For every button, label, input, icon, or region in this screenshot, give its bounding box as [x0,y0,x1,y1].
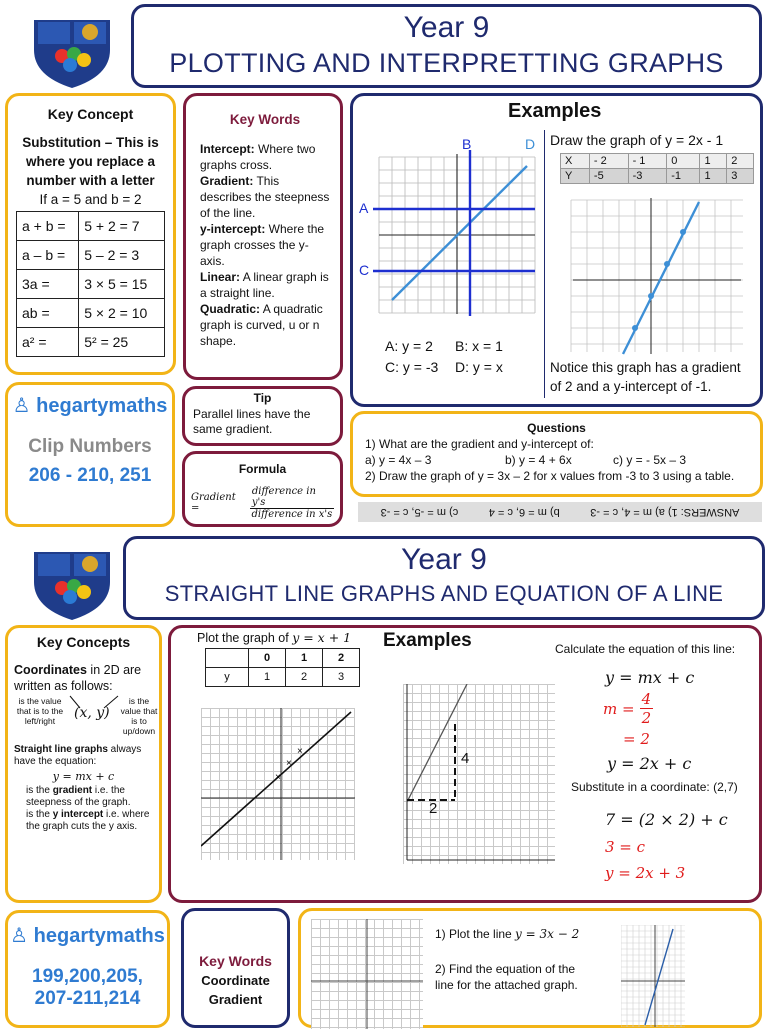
hegartymaths-icon: ♙ [12,395,31,417]
line-2x-1 [623,202,699,354]
key-words-title-2: Key Words [199,953,272,969]
gradient-calc: m = $\frac{4}{2}$ [603,690,652,727]
label-a: A [359,200,369,216]
plot-prompt: Plot the graph of y = x + 1 [197,630,352,645]
rise-label: 4 [461,750,470,767]
key-word-item: Intercept: Where two graphs cross. [200,142,316,172]
substitution-row: ab = 5 × 2 = 10 [17,299,165,328]
intercept-explain: is the y intercept i.e. where the graph cuts the y axis. [26,809,150,832]
blank-grid [311,919,423,1029]
substituted-equation: 7 = (2 × 2) + c [605,810,728,829]
key-words-title: Key Words [229,112,301,127]
key-words-panel [183,93,343,380]
tip-title: Tip [253,391,272,405]
substitution-given: If a = 5 and b = 2 [39,192,142,207]
tip-text: Parallel lines have the same gradient. [193,407,311,436]
formula-panel [182,451,343,527]
svg-text:×: × [297,746,303,757]
coordinate-pair: (x, y) [74,705,110,721]
clip-numbers: 206 - 210, 251 [28,465,152,486]
key-word-item: y-intercept: Where the graph crosses the y-axis. [200,222,325,268]
substitution-row: 3a = 3 × 5 = 15 [17,270,165,299]
partial-equation: y = 2x + c [607,754,692,773]
substitution-intro: Substitution – This is where you replace a number with a letter [22,135,159,188]
gradient-graph [567,196,747,356]
plot-table: 0 1 2 y 1 2 3 [205,648,360,687]
examples-panel [350,93,763,407]
questions-panel [350,411,763,497]
key-concept-panel [5,93,176,375]
svg-text:×: × [275,772,281,783]
examples-title-2: Examples [383,630,472,651]
calc-prompt: Calculate the equation of this line: [555,642,736,656]
clip-numbers-2b: 207-211,214 [34,988,141,1009]
y-header: Y [561,169,590,184]
hegartymaths-logo: ♙ hegartymaths [12,395,168,417]
clip-numbers-panel-2 [5,910,170,1028]
line-2x-plus-3 [407,684,470,802]
clip-numbers-panel [5,382,175,527]
values-table: X - 2 - 1 0 1 2 Y -5 -3 -1 1 3 [560,153,754,184]
question-2: 2) Draw the graph of y = 3x – 2 for x values from -3 to 3 using a table. [365,469,735,483]
flipped-answers: ANSWERS: 1) a) m = 4, c = -3 b) m = 6, c = 4 c) m = -5, c = -3 [380,506,740,518]
hegartymaths-icon: ♙ [10,925,29,947]
sheet1-header [131,4,762,88]
examples-divider [544,130,545,398]
answers-strip [358,502,762,522]
tasks-panel [298,908,762,1028]
answer-a: A: y = 2 [385,338,433,354]
coordinate-diagram: is the value that is to the left/right (x, y) is the value that is to up/down [16,696,158,736]
answer-d: D: y = x [455,359,503,375]
task-graph [621,925,685,1027]
examples-title: Examples [508,100,602,122]
substitute-text: Substitute in a coordinate: (2,7) [571,780,738,794]
label-b: B [462,136,472,152]
question-1: 1) What are the gradient and y-intercept of: [365,437,594,451]
line-answers [385,336,503,378]
gradient-notice: Notice this graph has a gradient of 2 and a y-intercept of -1. [550,360,741,394]
key-concept-title: Key Concept [47,106,134,122]
svg-text:×: × [286,758,292,769]
label-c: C [359,262,370,278]
sheet2-header [123,536,765,620]
key-words-list [200,141,330,349]
sheet2-title: STRAIGHT LINE GRAPHS AND EQUATION OF A LINE [164,581,724,606]
key-word-item: Quadratic: A quadratic graph is curved, u or n shape. [200,302,323,348]
hegartymaths-logo-2: ♙ hegartymaths [10,925,165,947]
substitution-row: a – b = 5 – 2 = 3 [17,241,165,270]
sheet2-year: Year 9 [401,543,487,576]
label-d: D [525,136,536,152]
clip-numbers-2a: 199,200,205, [32,966,143,987]
coordinates-text: Coordinates in 2D are written as follows: [14,663,142,693]
task-2: 2) Find the equation of the line for the attached graph. [435,962,578,992]
answer-b: B: x = 1 [455,338,503,354]
general-equation: y = mx + c [605,668,695,687]
key-concepts-panel [5,625,162,903]
c-result: 3 = c [605,838,646,856]
key-words-panel-2 [181,908,290,1028]
final-equation: y = 2x + 3 [605,864,686,882]
equation-graph [403,684,555,864]
key-word-item: Gradient: This describes the steepness of the line. [200,174,330,220]
sheet1-title: PLOTTING AND INTERPRETTING GRAPHS [169,48,724,78]
lines-graph [359,136,543,326]
question-1-parts: a) y = 4x – 3 b) y = 4 + 6x c) y = - 5x – 3 [365,453,687,467]
gradient-result: = 2 [623,730,650,748]
sheet1-year: Year 9 [403,11,490,44]
draw-prompt: Draw the graph of y = 2x - 1 [550,132,724,148]
key-concepts-title: Key Concepts [36,634,131,650]
formula-title: Formula [238,462,287,476]
x-header: X [561,154,590,169]
clip-title: Clip Numbers [28,436,152,457]
tip-panel [182,386,343,446]
line-equation: y = mx + c [52,770,115,783]
questions-title: Questions [527,421,586,435]
gradient-explain: is the gradient i.e. the steepness of the graph. [26,785,131,808]
substitution-table [16,211,165,357]
key-word-gradient: Gradient [208,992,263,1007]
school-logo [26,10,118,90]
substitution-row: a + b = 5 + 2 = 7 [17,212,165,241]
key-word-item: Linear: A linear graph is a straight line. [200,270,329,300]
school-logo-2 [26,542,118,622]
gradient-formula: Gradient = difference in y's difference in x's [191,486,333,520]
answer-c: C: y = -3 [385,359,439,375]
key-word-coordinate: Coordinate [201,973,270,988]
plot-graph [201,708,355,860]
task-1: 1) Plot the line y = 3x − 2 [435,927,580,941]
substitution-row: a² = 5² = 25 [17,328,165,357]
run-label: 2 [429,800,438,817]
straight-line-text: Straight line graphs always have the equation: [14,744,142,767]
examples-panel-2 [168,625,762,903]
